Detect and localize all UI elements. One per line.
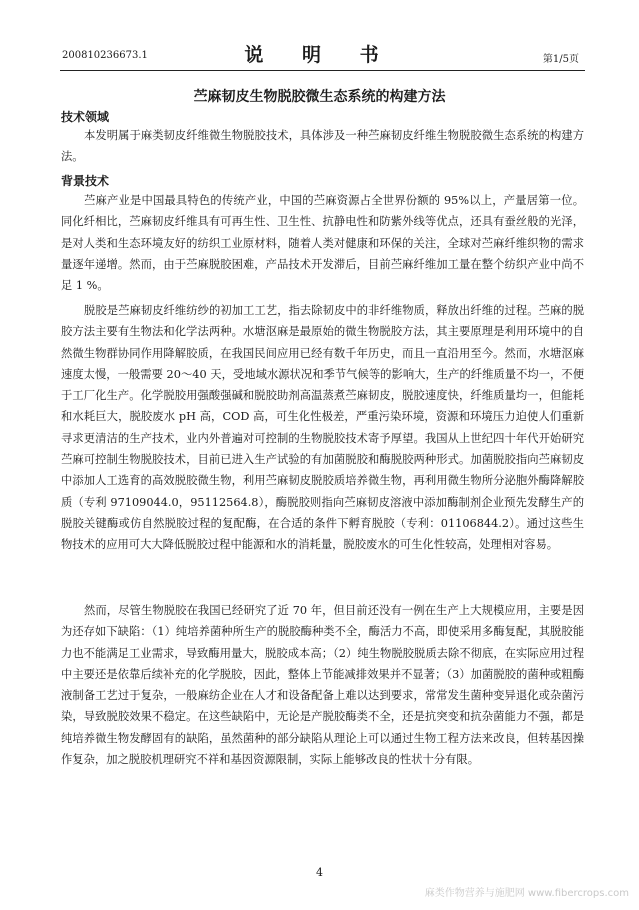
page-number: 4 (316, 866, 323, 879)
document-title: 苎麻韧皮生物脱胶微生态系统的构建方法 (193, 89, 446, 105)
page-indicator: 第1/5页 (542, 54, 579, 65)
header-rule (60, 70, 585, 71)
section-heading-background: 背景技术 (61, 174, 110, 188)
doc-type-title: 说 明 书 (244, 44, 395, 66)
background-paragraph-2: 脱胶是苎麻韧皮纤维纺纱的初加工工艺，指去除韧皮中的非纤维物质，释放出纤维的过程。苎麻的脱胶方法主要有生物法和化学法两种。水塘沤麻是最原始的微生物脱胶方法，其主要原理是利用环境中的自然微生物群协同作用降解胶质，在我国民间应用已经有数千年历史，而且一直沿用至今。然而，水塘沤麻速度太慢，一般需要 20～40 天，受地域水源状况和季节气候等的影响大，生产的纤维质量不均一，不便于工厂化生产。化学脱胶用强酸强碱和脱胶助剂高温蒸煮苎麻韧皮，脱胶速度快，纤维质量均一，但能耗和水耗巨大，脱胶废水 pH 高，COD 高，可生化性极差，严重污染环境，资源和环境压力迫使人们重新寻求更清洁的生产技术，业内外普遍对可控制的生物脱胶技术寄予厚望。我国从上世纪四十年代开始研究苎麻可控制生物脱胶技术，目前已进入生产试验的有加菌脱胶和酶脱胶两种形式。加菌脱胶指向苎麻韧皮中添加人工选育的高效脱胶微生物，利用苎麻韧皮脱胶质培养微生物，再利用微生物所分泌胞外酶降解胶质（专利 97109044.0，95112564.8），酶脱胶则指向苎麻韧皮溶液中添加酶制剂企业预先发酵生产的脱胶关键酶或仿自然脱胶过程的复配酶，在合适的条件下孵育脱胶（专利：01106844.2）。通过这些生物技术的应用可大大降低脱胶过程中能源和水的消耗量，脱胶废水的可生化性较高，处理相对容易。 (61, 304, 584, 552)
tech-field-paragraph: 本发明属于麻类韧皮纤维微生物脱胶技术，具体涉及一种苎麻韧皮纤维生物脱胶微生态系统的构建方法。 (61, 129, 584, 164)
application-number: 200810236673.1 (62, 50, 148, 61)
watermark: 麻类作物营养与施肥网 www.fibercrops.com (424, 888, 629, 899)
section-heading-tech-field: 技术领域 (61, 110, 110, 124)
background-paragraph-3: 然而，尽管生物脱胶在我国已经研究了近 70 年，但目前还没有一例在生产上大规模应用，主要是因为还存如下缺陷：（1）纯培养菌种所生产的脱胶酶种类不全，酶活力不高，即使采用多酶复配，其脱胶能力也不能满足工业需求，导致酶用量大，脱胶成本高；（2）纯生物脱胶脱质去除不彻底，在实际应用过程中主要还是依靠后续补充的化学脱胶，因此，整体上节能减排效果并不显著；（3）加菌脱胶的菌种或粗酶液制备工艺过于复杂，一般麻纺企业在人才和设备配备上难以达到要求，常常发生菌种变异退化或杂菌污染，导致脱胶效果不稳定。在这些缺陷中，无论是产脱胶酶类不全，还是抗突变和抗杂菌能力不强，都是纯培养微生物发酵固有的缺陷，虽然菌种的部分缺陷从理论上可以通过生物工程方法来改良，但转基因操作复杂，加之脱胶机理研究不祥和基因资源限制，实际上能够改良的性状十分有限。 (61, 604, 584, 767)
background-paragraph-1: 苎麻产业是中国最具特色的传统产业，中国的苎麻资源占全世界份额的 95%以上，产量居第一位。同化纤相比，苎麻韧皮纤维具有可再生性、卫生性、抗静电性和防紫外线等优点，还具有蚕丝般的光泽，是对人类和生态环境友好的纺织工业原材料，随着人类对健康和环保的关注，全球对苎麻纤维织物的需求量逐年递增。然而，由于苎麻脱胶困难，产品技术开发滞后，目前苎麻纤维加工量在整个纺织产业中尚不足 1 %。 (61, 194, 584, 293)
